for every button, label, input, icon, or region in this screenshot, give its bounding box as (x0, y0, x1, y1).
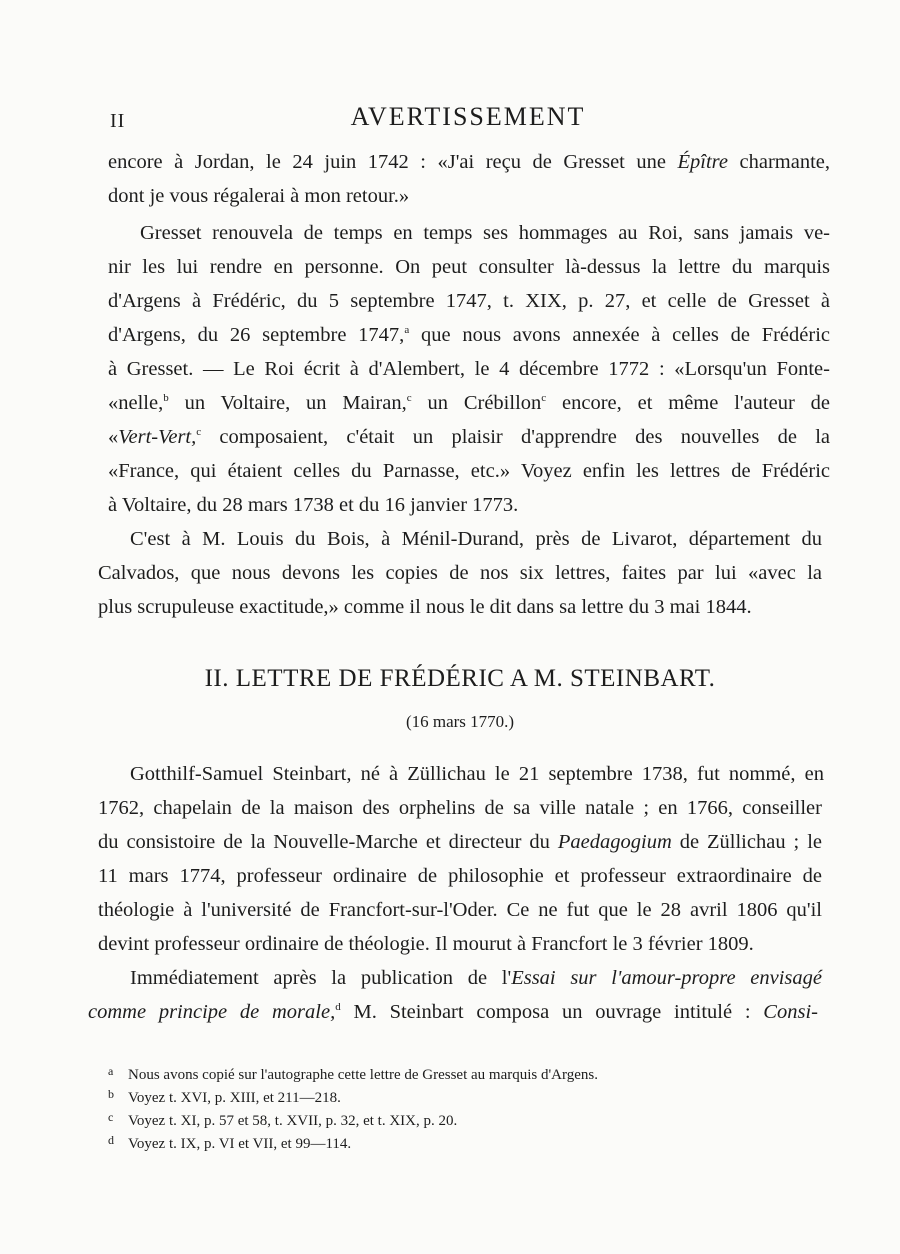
footnote-mark: c (108, 1110, 114, 1124)
text-line: théologie à l'université de Francfort-sur-l'Oder. Ce ne fut que le 28 avril 1806 qu'il (98, 899, 822, 921)
text-line: C'est à M. Louis du Bois, à Ménil-Durand, près de Livarot, département du (130, 528, 822, 550)
text-line: d'Argens, du 26 septembre 1747,$^a$ que nous avons annexée à celles de Frédéric (108, 324, 830, 346)
footnote-mark: b (108, 1087, 114, 1101)
text-line: Immédiatement après la publication de l'Essai sur l'amour-propre envisagé (130, 967, 822, 989)
text-line: 11 mars 1774, professeur ordinaire de philosophie et professeur extraordinaire de (98, 865, 822, 887)
footnote: c Voyez t. XI, p. 57 et 58, t. XVII, p. 32, et t. XIX, p. 20. (108, 1110, 458, 1129)
text-line: 1762, chapelain de la maison des orphelins de sa ville natale ; en 1766, conseiller (98, 797, 822, 819)
footnote: b Voyez t. XVI, p. XIII, et 211—218. (108, 1087, 341, 1106)
footnote-mark: d (108, 1133, 114, 1147)
footnote-ref: c (406, 392, 412, 404)
footnote-ref: c (541, 392, 547, 404)
text-line: devint professeur ordinaire de théologie. Il mourut à Francfort le 3 février 1809. (98, 933, 754, 955)
text-line: encore à Jordan, le 24 juin 1742 : «J'ai reçu de Gresset une Épître charmante, (108, 151, 830, 173)
page-number: II (110, 110, 126, 132)
section-heading: II. LETTRE DE FRÉDÉRIC A M. STEINBART. (204, 665, 716, 692)
text-line: du consistoire de la Nouvelle-Marche et directeur du Paedagogium de Züllichau ; le (98, 831, 822, 853)
text-line: nir les lui rendre en personne. On peut consulter là-dessus la lettre du marquis (108, 256, 830, 278)
text-line: d'Argens à Frédéric, du 5 septembre 1747, t. XIX, p. 27, et celle de Gresset à (108, 290, 830, 312)
text-line: dont je vous régalerai à mon retour.» (108, 185, 410, 207)
footnote-ref: b (163, 392, 169, 404)
text-line: Calvados, que nous devons les copies de nos six lettres, faites par lui «avec la (98, 562, 822, 584)
footnote-mark: a (108, 1064, 114, 1078)
text-line: à Voltaire, du 28 mars 1738 et du 16 janvier 1773. (108, 494, 519, 516)
text-line: plus scrupuleuse exactitude,» comme il nous le dit dans sa lettre du 3 mai 1844. (98, 596, 752, 618)
text-line: à Gresset. — Le Roi écrit à d'Alembert, le 4 décembre 1772 : «Lorsqu'un Fonte- (108, 358, 830, 380)
footnote-ref: c (196, 426, 202, 438)
text-line: Gresset renouvela de temps en temps ses hommages au Roi, sans jamais ve- (140, 222, 830, 244)
section-date: (16 mars 1770.) (405, 712, 515, 731)
running-title: AVERTISSEMENT (350, 102, 586, 131)
footnote-ref: a (404, 324, 410, 336)
text-line: «nelle,$^b$ un Voltaire, un Mairan,$^c$ un Crébillon$^c$ encore, et même l'auteur de (108, 392, 831, 414)
footnote-ref: d (335, 1001, 341, 1013)
running-header (108, 100, 828, 140)
text-line: Gotthilf-Samuel Steinbart, né à Züllichau le 21 septembre 1738, fut nommé, en (130, 763, 824, 785)
text-line: comme principe de morale,$^d$ M. Steinbart composa un ouvrage intitulé : Consi- (88, 1001, 818, 1023)
footnote: d Voyez t. IX, p. VI et VII, et 99—114. (108, 1133, 352, 1152)
footnote: a Nous avons copié sur l'autographe cette lettre de Gresset au marquis d'Argens. (108, 1064, 598, 1083)
text-line: «Vert-Vert,$^c$ composaient, c'était un plaisir d'apprendre des nouvelles de la (108, 426, 830, 448)
text-line: «France, qui étaient celles du Parnasse, etc.» Voyez enfin les lettres de Frédéric (108, 460, 830, 482)
